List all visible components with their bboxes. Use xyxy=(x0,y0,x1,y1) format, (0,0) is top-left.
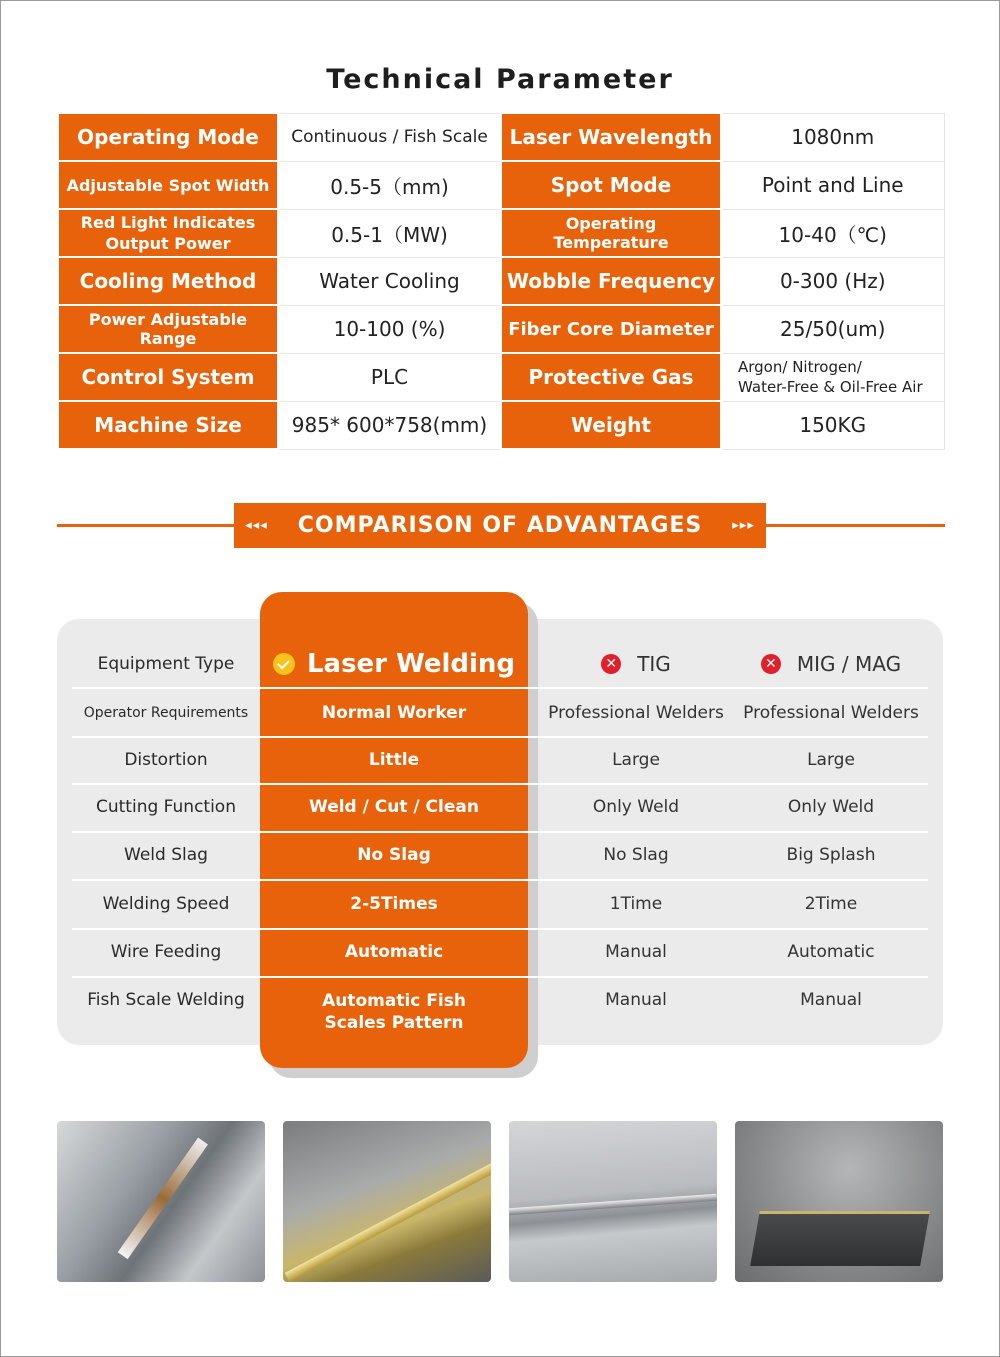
banner-line-left xyxy=(57,524,237,527)
laser-value: No Slag xyxy=(357,845,431,865)
row-label: Cutting Function xyxy=(96,797,236,817)
spec-value: 985* 600*758(mm) xyxy=(278,401,501,449)
tig-value: 1Time xyxy=(609,894,663,914)
laser-value: Little xyxy=(368,750,420,770)
spec-value: 1080nm xyxy=(721,113,944,161)
comparison-row xyxy=(72,928,928,976)
comparison-row xyxy=(72,736,928,784)
weld-photo-3 xyxy=(509,1121,717,1282)
comparison-row xyxy=(72,880,928,928)
spec-key: Control System xyxy=(58,353,278,401)
mig-header-label: MIG / MAG xyxy=(796,652,902,676)
tig-value: No Slag xyxy=(603,845,669,865)
laser-header-label: Laser Welding xyxy=(306,649,516,679)
row-label: Equipment Type xyxy=(97,654,235,674)
spec-key: Operating Temperature xyxy=(501,209,721,257)
spec-value: PLC xyxy=(278,353,501,401)
spec-value: 0.5-1（MW) xyxy=(278,209,501,257)
row-label: Distortion xyxy=(124,750,208,770)
mig-value: 2Time xyxy=(804,894,858,914)
spec-key: Operating Mode xyxy=(58,113,278,161)
laser-value: Weld / Cut / Clean xyxy=(309,797,479,817)
laser-value: Normal Worker xyxy=(321,703,467,723)
spec-key: Cooling Method xyxy=(58,257,278,305)
spec-table xyxy=(57,112,945,450)
arrows-right-icon: ▸▸▸ xyxy=(732,518,755,533)
row-label: Wire Feeding xyxy=(110,942,222,962)
spec-row xyxy=(58,305,944,353)
comparison-banner xyxy=(234,503,766,548)
comparison-row xyxy=(72,689,928,737)
check-icon xyxy=(273,653,295,675)
banner-line-right xyxy=(765,524,945,527)
laser-value: Automatic xyxy=(344,942,444,962)
weld-plate xyxy=(750,1211,930,1266)
spec-value: Water Cooling xyxy=(278,257,501,305)
spec-row xyxy=(58,161,944,209)
comparison-title: COMPARISON OF ADVANTAGES xyxy=(297,513,703,538)
tig-header-label: TIG xyxy=(637,652,671,676)
spec-value: 10-100 (%) xyxy=(278,305,501,353)
laser-value-line: Scales Pattern xyxy=(324,1013,464,1033)
tig-value: Large xyxy=(612,750,660,770)
laser-header xyxy=(260,640,528,688)
x-icon: ✕ xyxy=(761,654,781,674)
tig-value: Manual xyxy=(605,942,667,962)
mig-value: Professional Welders xyxy=(743,703,919,723)
mig-value: Only Weld xyxy=(787,797,875,817)
laser-value-line: Automatic Fish xyxy=(322,991,466,1011)
tig-value: Manual xyxy=(605,990,667,1010)
arrows-left-icon: ◂◂◂ xyxy=(245,518,268,533)
spec-key: Adjustable Spot Width xyxy=(58,161,278,209)
comparison-row xyxy=(72,831,928,879)
spec-value: 25/50(um) xyxy=(721,305,944,353)
mig-value: Automatic xyxy=(787,942,875,962)
spec-value: Continuous / Fish Scale xyxy=(278,113,501,161)
spec-row xyxy=(58,209,944,257)
mig-value: Manual xyxy=(800,990,862,1010)
spec-value: 0.5-5（mm) xyxy=(278,161,501,209)
comparison-header-row xyxy=(72,640,928,688)
tig-value: Professional Welders xyxy=(548,703,724,723)
spec-value-line: Water-Free & Oil-Free Air xyxy=(738,378,923,396)
spec-row xyxy=(58,401,944,449)
weld-photo-4 xyxy=(735,1121,943,1282)
spec-value xyxy=(721,353,944,401)
row-label: Fish Scale Welding xyxy=(87,990,245,1010)
spec-key: Weight xyxy=(501,401,721,449)
spec-key: Wobble Frequency xyxy=(501,257,721,305)
spec-value: 10-40（℃) xyxy=(721,209,944,257)
spec-key: Protective Gas xyxy=(501,353,721,401)
spec-key: Red Light Indicates Output Power xyxy=(58,209,278,257)
weld-photo-2 xyxy=(283,1121,491,1282)
spec-key: Spot Mode xyxy=(501,161,721,209)
laser-value: 2-5Times xyxy=(350,894,438,914)
row-label: Weld Slag xyxy=(124,845,208,865)
spec-value: 150KG xyxy=(721,401,944,449)
mig-value: Big Splash xyxy=(786,845,876,865)
spec-key: Laser Wavelength xyxy=(501,113,721,161)
weld-seam xyxy=(118,1138,208,1260)
tig-value: Only Weld xyxy=(592,797,680,817)
comparison-row xyxy=(72,783,928,831)
spec-key: Machine Size xyxy=(58,401,278,449)
spec-value: Point and Line xyxy=(721,161,944,209)
spec-key: Power Adjustable Range xyxy=(58,305,278,353)
spec-row xyxy=(58,113,944,161)
mig-value: Large xyxy=(807,750,855,770)
spec-row xyxy=(58,257,944,305)
spec-value-line: Argon/ Nitrogen/ xyxy=(738,358,862,376)
spec-row xyxy=(58,353,944,401)
weld-photo-1 xyxy=(57,1121,265,1282)
laser-value xyxy=(260,976,528,1048)
row-label: Operator Requirements xyxy=(83,705,249,721)
mig-header xyxy=(734,640,928,688)
section-title-technical-parameter: Technical Parameter xyxy=(326,64,674,95)
tig-header xyxy=(538,640,734,688)
x-icon: ✕ xyxy=(601,654,621,674)
weld-seam xyxy=(285,1160,491,1282)
row-label: Welding Speed xyxy=(102,894,230,914)
spec-value: 0-300 (Hz) xyxy=(721,257,944,305)
comparison-row xyxy=(72,976,928,1033)
spec-key: Fiber Core Diameter xyxy=(501,305,721,353)
weld-seam xyxy=(509,1194,717,1215)
